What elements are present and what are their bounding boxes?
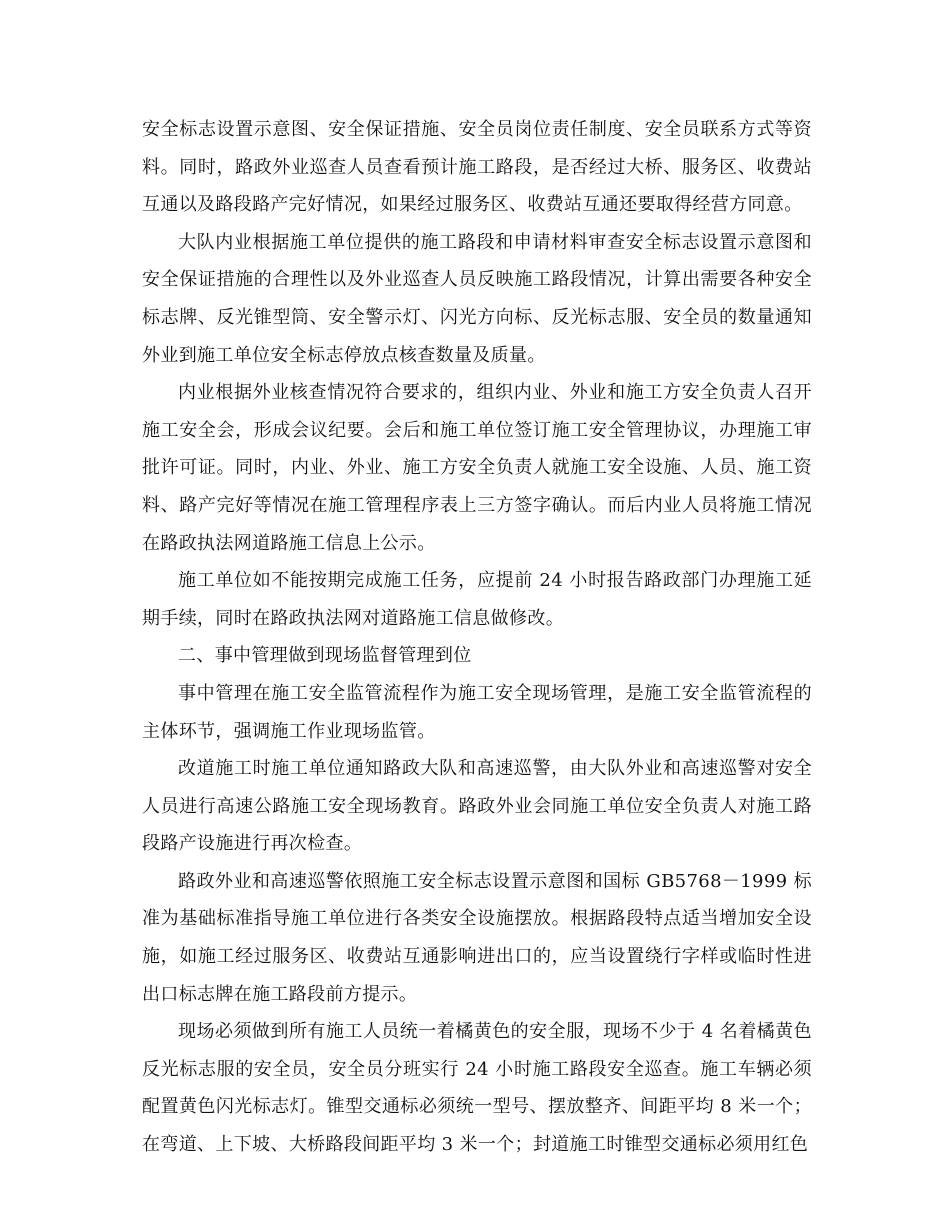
section-heading: 二、事中管理做到现场监督管理到位 (178, 645, 472, 667)
paragraph-standards: 路政外业和高速巡警依照施工安全标志设置示意图和国标 GB5768－1999 标准为基础标准指导施工单位进行各类安全设施摆放。根据路段特点适当增加安全设施，如施工经过服务区、收费站互通影响进出口的，应当设置绕行字样或临时性进出口标志牌在施工路段前方提示。 (142, 870, 812, 1005)
paragraph-continuation: 安全标志设置示意图、安全保证措施、安全员岗位责任制度、安全员联系方式等资料。同时，路政外业巡查人员查看预计施工路段，是否经过大桥、服务区、收费站互通以及路段路产完好情况，如果经过服务区、收费站互通还要取得经营方同意。 (142, 119, 812, 216)
paragraph-safety-meeting: 内业根据外业核查情况符合要求的，组织内业、外业和施工方安全负责人召开施工安全会，形成会议纪要。会后和施工单位签订施工安全管理协议，办理施工审批许可证。同时，内业、外业、施工方安全负责人就施工安全设施、人员、施工资料、路产完好等情况在施工管理程序表上三方签字确认。而后内业人员将施工情况在路政执法网道路施工信息上公示。 (142, 382, 812, 554)
paragraph-internal-review: 大队内业根据施工单位提供的施工路段和申请材料审查安全标志设置示意图和安全保证措施的合理性以及外业巡查人员反映施工路段情况，计算出需要各种安全标志牌、反光锥型筒、安全警示灯、闪光方向标、反光标志服、安全员的数量通知外业到施工单位安全标志停放点核查数量及质量。 (142, 231, 812, 366)
paragraph-safety-education: 改道施工时施工单位通知路政大队和高速巡警，由大队外业和高速巡警对安全人员进行高速公路施工安全现场教育。路政外业会同施工单位安全负责人对施工路段路产设施进行再次检查。 (142, 758, 812, 855)
paragraph-site-requirements: 现场必须做到所有施工人员统一着橘黄色的安全服，现场不少于 4 名着橘黄色反光标志服的安全员，安全员分班实行 24 小时施工路段安全巡查。施工车辆必须配置黄色闪光标志灯。锥型交通标必须统一型号、摆放整齐、间距平均 8 米一个；在弯道、上下坡、大桥路段间距平均 3 米一个；封道施工时锥型交通标必须用红色 (142, 1021, 812, 1156)
document-body (142, 111, 812, 1164)
paragraph-extension: 施工单位如不能按期完成施工任务，应提前 24 小时报告路政部门办理施工延期手续，同时在路政执法网对道路施工信息做修改。 (142, 570, 812, 629)
paragraph-onsite-management: 事中管理在施工安全监管流程作为施工安全现场管理，是施工安全监管流程的主体环节，强调施工作业现场监管。 (142, 682, 812, 742)
